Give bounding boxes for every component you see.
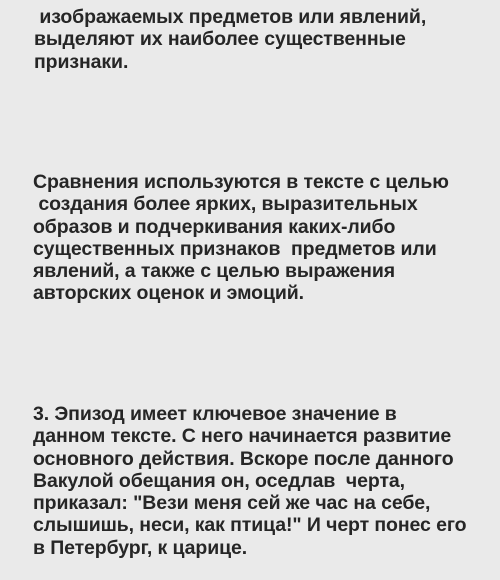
text-line: Сравнения используются в тексте с целью <box>33 171 449 193</box>
paragraph-comparisons <box>33 171 449 305</box>
text-line: создания более ярких, выразительных <box>33 193 418 216</box>
text-line: Вакулой обещания он, оседлав черта, <box>33 469 405 492</box>
paragraph-episode <box>33 403 466 559</box>
text-line: данном тексте. С него начинается развитие <box>33 425 452 448</box>
text-line: признаки. <box>34 50 129 73</box>
text-line: существенных признаков предметов или <box>33 237 437 260</box>
text-line: слышишь, неси, как птица!" И черт понес его <box>33 514 467 537</box>
text-line: 3. Эпизод имеет ключевое значение в <box>33 403 397 425</box>
text-line: приказал: "Вези меня сей же час на себе, <box>33 492 431 515</box>
paragraph-definition-continuation <box>34 6 426 73</box>
text-line: явлений, а также с целью выражения <box>33 260 396 283</box>
text-line: изображаемых предметов или явлений, <box>34 6 427 28</box>
text-line: основного действия. Вскоре после данного <box>33 447 454 470</box>
text-line: в Петербург, к царице. <box>33 536 248 559</box>
text-line: выделяют их наиболее существенные <box>34 28 406 51</box>
text-line: образов и подчеркивания каких-либо <box>33 215 396 238</box>
text-line: авторских оценок и эмоций. <box>33 282 304 305</box>
